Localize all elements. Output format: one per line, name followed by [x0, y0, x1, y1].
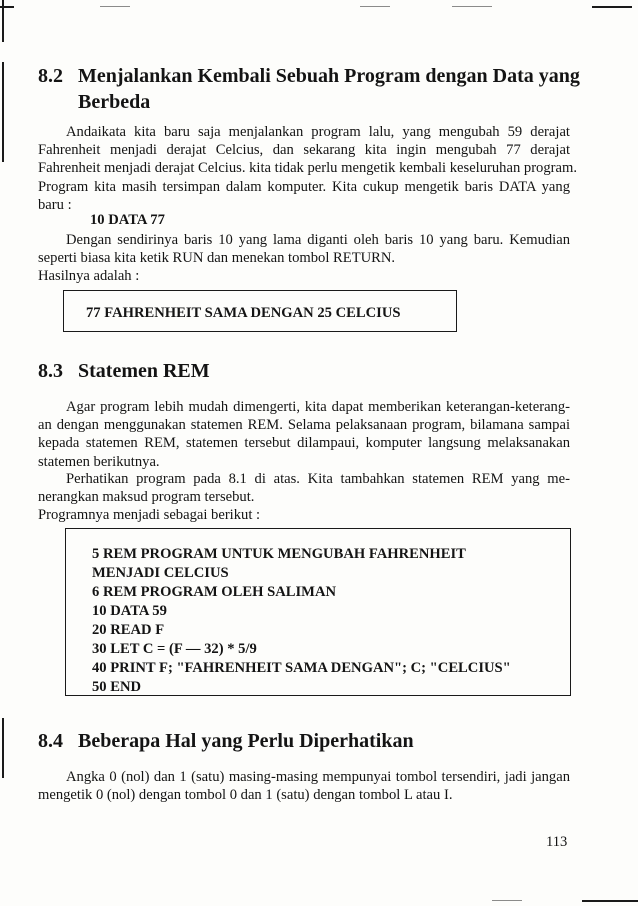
section-heading-8-4	[38, 728, 498, 754]
text-line: Andaikata kita baru saja menjalankan program lalu, yang mengubah 59 derajat	[66, 124, 570, 140]
paragraph	[38, 123, 577, 214]
program-line: 6 REM PROGRAM OLEH SALIMAN	[92, 584, 337, 600]
output-box	[63, 290, 457, 332]
program-line: 20 READ F	[92, 622, 165, 638]
section-number: 8.3	[38, 360, 63, 382]
paragraph	[38, 768, 570, 804]
text-line: Hasilnya adalah :	[38, 268, 140, 285]
paragraph	[38, 231, 570, 286]
program-line: 30 LET C = (F — 32) * 5/9	[92, 641, 257, 657]
text-line: Perhatikan program pada 8.1 di atas. Kita tambahkan statemen REM yang me-	[66, 471, 570, 487]
text-line: Fahrenheit menjadi derajat Celcius, dan sekarang kita ingin mengubah 77 derajat	[38, 142, 570, 159]
scan-mark-bottom-1	[492, 900, 522, 901]
text-line: nerangkan maksud program tersebut.	[38, 489, 255, 506]
section-number: 8.2	[38, 65, 63, 87]
output-text: 77 FAHRENHEIT SAMA DENGAN 25 CELCIUS	[86, 305, 401, 321]
text-line: seperti biasa kita ketik RUN dan menekan tombol RETURN.	[38, 250, 396, 267]
text-line: Dengan sendirinya baris 10 yang lama diganti oleh baris 10 yang baru. Kemudian	[66, 232, 570, 248]
section-number: 8.4	[38, 730, 63, 752]
scan-mark-top-1	[0, 6, 14, 8]
text-line: baru :	[38, 196, 72, 213]
scan-mark-top-2	[100, 6, 130, 7]
program-line: 5 REM PROGRAM UNTUK MENGUBAH FAHRENHEIT	[92, 546, 466, 562]
section-title: Beberapa Hal yang Perlu Diperhatikan	[78, 730, 414, 752]
program-line: MENJADI CELCIUS	[92, 565, 229, 581]
text-line: Angka 0 (nol) dan 1 (satu) masing-masing mempunyai tombol tersendiri, jadi jangan	[66, 769, 570, 785]
scan-mark-top-4	[452, 6, 492, 7]
text-line: Fahrenheit menjadi derajat Celcius. kita tidak perlu mengetik kembali keseluruhan program.	[38, 160, 577, 177]
paragraph	[38, 398, 570, 471]
text-line: Program kita masih tersimpan dalam komputer. Kita cukup mengetik baris DATA yang	[38, 178, 570, 195]
scan-mark-top-5	[592, 6, 632, 8]
section-title: Statemen REM	[78, 360, 210, 382]
text-line: Agar program lebih mudah dimengerti, kita dapat memberikan keterangan-keterang-	[66, 399, 570, 415]
scan-edge-left-low	[2, 718, 4, 778]
section-title-line1: Menjalankan Kembali Sebuah Program dengan Data yang	[78, 65, 580, 87]
text-line: statemen berikutnya.	[38, 453, 160, 470]
paragraph	[38, 470, 570, 525]
program-line: 40 PRINT F; "FAHRENHEIT SAMA DENGAN"; C; "CELCIUS"	[92, 660, 511, 676]
code-line: 10 DATA 77	[90, 212, 165, 228]
section-heading-8-2	[38, 63, 598, 115]
page-number: 113	[546, 834, 568, 850]
section-title-line2: Berbeda	[78, 91, 151, 113]
text-line: an dengan menggunakan statemen REM. Selama pelaksanaan program, bilamana sampai	[38, 417, 570, 434]
scan-mark-top-3	[360, 6, 390, 7]
text-line: Programnya menjadi sebagai berikut :	[38, 507, 261, 524]
scan-mark-bottom-2	[582, 900, 638, 902]
section-heading-8-3	[38, 358, 438, 384]
program-line: 50 END	[92, 679, 142, 695]
program-box	[65, 528, 571, 696]
text-line: mengetik 0 (nol) dengan tombol 0 dan 1 (satu) dengan tombol L atau I.	[38, 787, 453, 804]
text-line: kepada statemen REM, statemen tersebut dilampaui, komputer langsung melaksanakan	[38, 435, 570, 452]
program-line: 10 DATA 59	[92, 603, 167, 619]
scan-edge-left-mid	[2, 62, 4, 162]
